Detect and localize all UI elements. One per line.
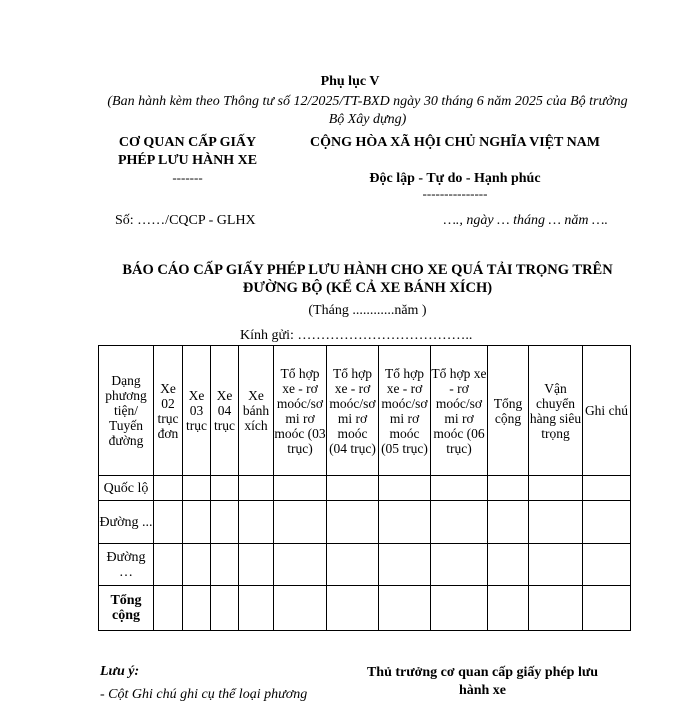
table-cell bbox=[274, 544, 327, 586]
table-cell bbox=[274, 476, 327, 501]
column-header: Xe bánh xích bbox=[239, 346, 274, 476]
table-cell bbox=[431, 544, 488, 586]
agency-name: CƠ QUAN CẤP GIẤY PHÉP LƯU HÀNH XE bbox=[117, 135, 258, 168]
signer-title: Thủ trưởng cơ quan cấp giấy phép lưu hành xe bbox=[366, 665, 599, 698]
table-cell bbox=[583, 501, 631, 544]
table-cell bbox=[274, 586, 327, 631]
table-cell bbox=[583, 476, 631, 501]
table-cell bbox=[183, 501, 211, 544]
recipient-line: Kính gửi: ……………………………….. bbox=[240, 328, 473, 343]
table-cell bbox=[431, 586, 488, 631]
table-cell bbox=[583, 544, 631, 586]
table-cell bbox=[529, 476, 583, 501]
column-header: Dạng phương tiện/ Tuyến đường bbox=[99, 346, 154, 476]
table-cell bbox=[488, 586, 529, 631]
table-cell bbox=[211, 544, 239, 586]
table-cell bbox=[379, 586, 431, 631]
row-label: Quốc lộ bbox=[99, 476, 154, 501]
table-cell bbox=[327, 501, 379, 544]
table-cell bbox=[529, 544, 583, 586]
table-cell bbox=[211, 586, 239, 631]
table-cell bbox=[274, 501, 327, 544]
table-cell bbox=[431, 476, 488, 501]
table-cell bbox=[211, 501, 239, 544]
table-cell bbox=[211, 476, 239, 501]
table-header-row bbox=[99, 346, 631, 476]
column-header: Tổ hợp xe - rơ moóc/sơ mi rơ moóc (06 trục) bbox=[431, 346, 488, 476]
table-cell bbox=[529, 501, 583, 544]
table-cell bbox=[239, 476, 274, 501]
table-cell bbox=[154, 544, 183, 586]
table-cell bbox=[154, 476, 183, 501]
table-cell bbox=[379, 501, 431, 544]
table-cell bbox=[488, 544, 529, 586]
report-month: (Tháng ............năm ) bbox=[308, 303, 427, 318]
report-title: BÁO CÁO CẤP GIẤY PHÉP LƯU HÀNH CHO XE QUÁ TẢI TRỌNG TRÊN ĐƯỜNG BỘ (KỂ CẢ XE BÁNH XÍCH) bbox=[122, 262, 613, 296]
column-header: Tổ hợp xe - rơ moóc/sơ mi rơ moóc (05 trục) bbox=[379, 346, 431, 476]
row-label-total: Tổng cộng bbox=[99, 586, 154, 631]
report-table bbox=[98, 345, 631, 631]
table-cell bbox=[488, 476, 529, 501]
motto-divider: --------------- bbox=[422, 186, 488, 201]
row-label: Đường … bbox=[99, 544, 154, 586]
column-header: Xe 03 trục bbox=[183, 346, 211, 476]
table-cell bbox=[239, 544, 274, 586]
table-cell bbox=[488, 501, 529, 544]
column-header: Tổ hợp xe - rơ moóc/sơ mi rơ moóc (03 trục) bbox=[274, 346, 327, 476]
table-row bbox=[99, 501, 631, 544]
agency-divider: ------- bbox=[172, 170, 203, 185]
table-row bbox=[99, 586, 631, 631]
table-row bbox=[99, 476, 631, 501]
table-cell bbox=[529, 586, 583, 631]
column-header: Tổ hợp xe - rơ moóc/sơ mi rơ moóc (04 trục) bbox=[327, 346, 379, 476]
table-cell bbox=[379, 476, 431, 501]
table-cell bbox=[239, 501, 274, 544]
table-cell bbox=[583, 586, 631, 631]
table-cell bbox=[431, 501, 488, 544]
appendix-note: (Ban hành kèm theo Thông tư số 12/2025/TT-BXD ngày 30 tháng 6 năm 2025 của Bộ trưởng Bộ Xây dựng) bbox=[107, 94, 628, 127]
table-cell bbox=[154, 586, 183, 631]
column-header: Ghi chú bbox=[583, 346, 631, 476]
note-text: - Cột Ghi chú ghi cụ thể loại phương bbox=[100, 687, 308, 702]
table-cell bbox=[327, 586, 379, 631]
row-label: Đường ... bbox=[99, 501, 154, 544]
nation-name: CỘNG HÒA XÃ HỘI CHỦ NGHĨA VIỆT NAM bbox=[309, 135, 600, 150]
column-header: Tổng cộng bbox=[488, 346, 529, 476]
table-cell bbox=[183, 476, 211, 501]
table-cell bbox=[327, 476, 379, 501]
table-cell bbox=[183, 586, 211, 631]
appendix-title: Phụ lục V bbox=[320, 74, 380, 89]
national-motto: Độc lập - Tự do - Hạnh phúc bbox=[369, 171, 541, 186]
column-header: Xe 02 trục đơn bbox=[154, 346, 183, 476]
note-heading: Lưu ý: bbox=[100, 664, 140, 679]
table-cell bbox=[379, 544, 431, 586]
table-cell bbox=[154, 501, 183, 544]
table-cell bbox=[239, 586, 274, 631]
place-date: …., ngày … tháng … năm …. bbox=[443, 213, 608, 228]
column-header: Vận chuyển hàng siêu trọng bbox=[529, 346, 583, 476]
document-number: Số: ……/CQCP - GLHX bbox=[115, 213, 256, 228]
table-cell bbox=[183, 544, 211, 586]
table-cell bbox=[327, 544, 379, 586]
column-header: Xe 04 trục bbox=[211, 346, 239, 476]
table-row bbox=[99, 544, 631, 586]
